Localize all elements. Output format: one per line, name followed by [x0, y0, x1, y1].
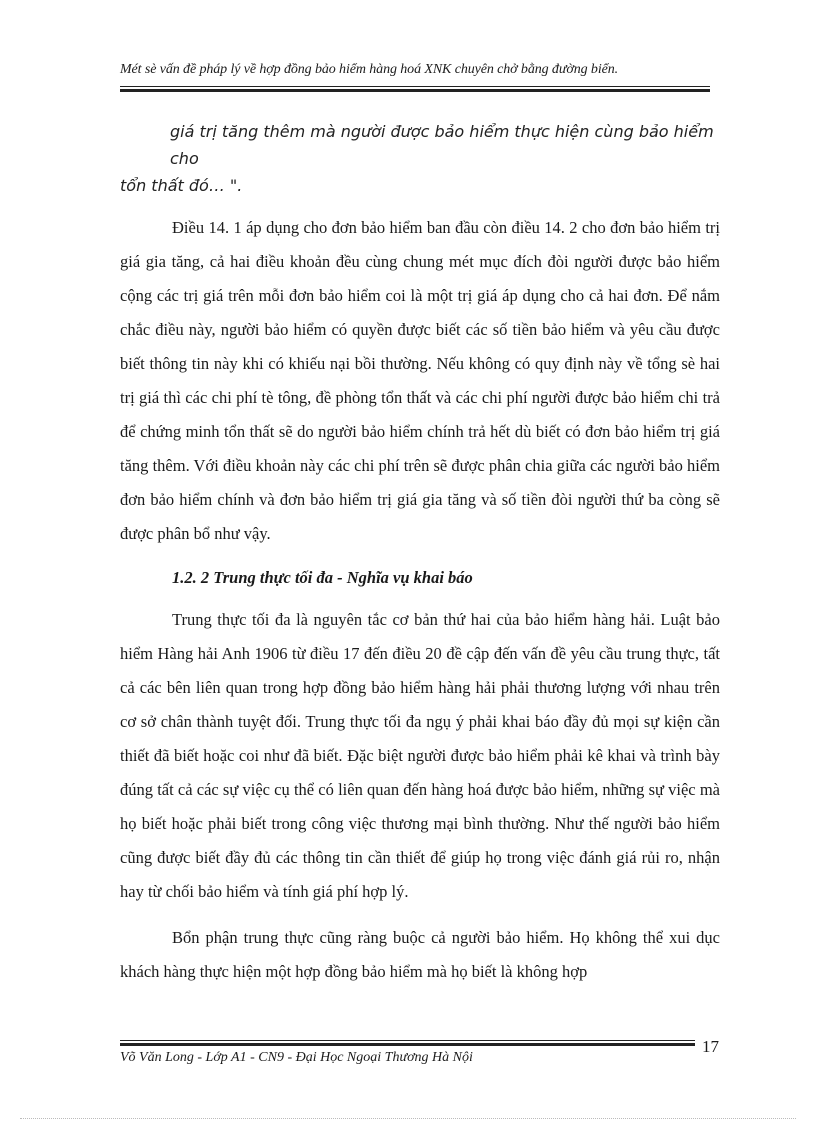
quote-line-2: tổn thất đó… ". — [120, 176, 243, 195]
running-header: Mét sè vấn đề pháp lý về hợp đồng bảo hiểm hàng hoá XNK chuyên chở bằng đường biển. — [120, 62, 619, 77]
footer-rule-thick — [120, 1043, 695, 1046]
bottom-dotted-line — [20, 1118, 796, 1119]
page-body — [120, 118, 720, 1001]
header-rule-thin — [120, 86, 710, 87]
footer-rule-thin — [120, 1040, 695, 1041]
running-footer: Võ Văn Long - Lớp A1 - CN9 - Đại Học Ngoại Thương Hà Nội — [120, 1050, 473, 1065]
section-heading: 1.2. 2 Trung thực tối đa - Nghĩa vụ khai báo — [172, 568, 473, 587]
paragraph-3: Bổn phận trung thực cũng ràng buộc cả người bảo hiểm. Họ không thể xui dục khách hàng thực hiện một hợp đồng bảo hiểm mà họ biết là không hợp — [120, 928, 720, 981]
header-rule-thick — [120, 89, 710, 92]
quote-line-1: giá trị tăng thêm mà người được bảo hiểm thực hiện cùng bảo hiểm cho — [170, 122, 714, 168]
quote-block — [120, 118, 720, 199]
page-number: 17 — [702, 1037, 719, 1056]
paragraph-2: Trung thực tối đa là nguyên tắc cơ bản thứ hai của bảo hiểm hàng hải. Luật bảo hiểm Hàng hải Anh 1906 từ điều 17 đến điều 20 đề cập đến vấn đề yêu cầu trung thực, tất cả các bên liên quan trong hợp đồng bảo hiểm hàng hải phải thương lượng với nhau trên cơ sở chân thành tuyệt đối. Trung thực tối đa ngụ ý phải khai báo đầy đủ mọi sự kiện cần thiết đã biết hoặc coi như đã biết. Đặc biệt người được bảo hiểm phải kê khai và trình bày đúng tất cả các sự việc cụ thể có liên quan đến hàng hoá được bảo hiểm, những sự việc mà họ biết hoặc phải biết trong công việc thương mại bình thường. Như thế người bảo hiểm cũng được biết đầy đủ các thông tin cần thiết để giúp họ trong việc đánh giá rủi ro, nhận hay từ chối bảo hiểm và tính giá phí hợp lý. — [120, 610, 720, 901]
paragraph-1: Điều 14. 1 áp dụng cho đơn bảo hiểm ban đầu còn điều 14. 2 cho đơn bảo hiểm trị giá gia tăng, cả hai điều khoản đều cùng chung mét mục đích đòi người được bảo hiểm cộng các trị giá trên mỗi đơn bảo hiểm coi là một trị giá áp dụng cho cả hai đơn. Để nắm chắc điều này, người bảo hiểm có quyền được biết các số tiền bảo hiểm và yêu cầu được biết thông tin này khi có khiếu nại bồi thường. Nếu không có quy định này về tổng sè hai trị giá thì các chi phí tè tông, đề phòng tổn thất và các chi phí người được bảo hiểm chi trả để chứng minh tổn thất sẽ do người bảo hiểm chính trả hết dù biết có đơn bảo hiểm trị giá tăng thêm. Với điều khoản này các chi phí trên sẽ được phân chia giữa các người bảo hiểm đơn bảo hiểm chính và đơn bảo hiểm trị giá gia tăng và số tiền đòi người thứ ba còng sẽ được phân bổ như vậy. — [120, 218, 720, 543]
